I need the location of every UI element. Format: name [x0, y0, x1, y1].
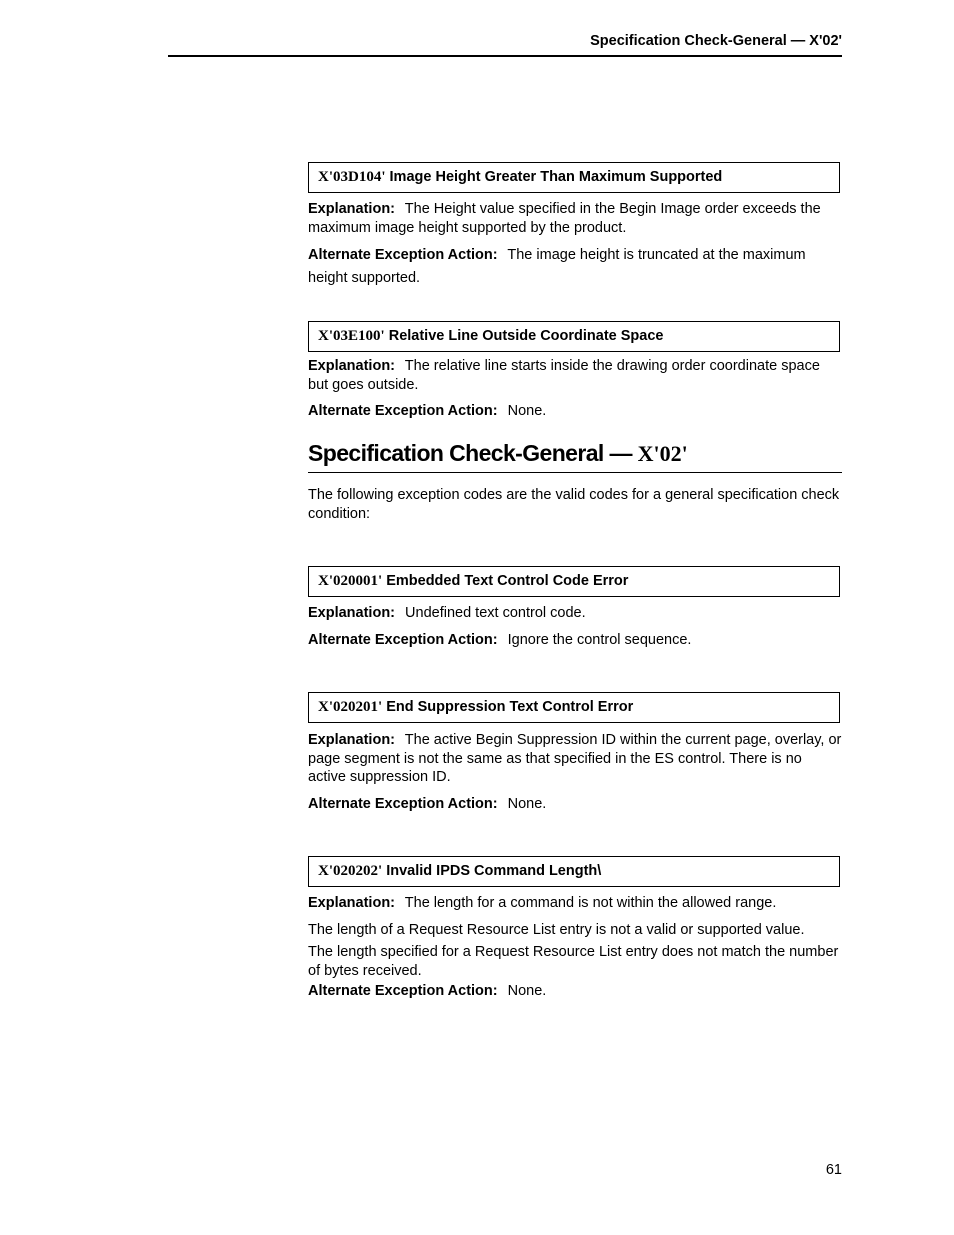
explanation-detail: The length specified for a Request Resource List entry does not match the number of bytes received. — [308, 944, 839, 979]
explanation-label: Explanation: — [308, 358, 396, 374]
explanation-text: The relative line starts inside the drawing order coordinate space but goes outside. — [308, 358, 820, 393]
exception-code: X'020201' — [318, 699, 383, 715]
exception-code: X'020001' — [318, 573, 383, 589]
explanation-label: Explanation: — [308, 605, 396, 621]
exception-title: Embedded Text Control Code Error — [386, 573, 629, 589]
explanation-paragraph — [308, 731, 842, 787]
explanation-label: Explanation: — [308, 201, 396, 217]
action-paragraph — [308, 982, 842, 1001]
explanation-text: The length for a command is not within the allowed range. — [404, 895, 777, 911]
explanation-text: The active Begin Suppression ID within the current page, overlay, or page segment is not the same as that specified in the ES control. There is no active suppression ID. — [308, 732, 842, 785]
action-label: Alternate Exception Action: — [308, 983, 498, 999]
section-heading — [308, 440, 842, 473]
action-label: Alternate Exception Action: — [308, 796, 498, 812]
exception-code-box — [308, 692, 840, 723]
explanation-detail: The length of a Request Resource List entry is not a valid or supported value. — [308, 922, 805, 938]
action-label: Alternate Exception Action: — [308, 632, 498, 648]
exception-title: Image Height Greater Than Maximum Supported — [389, 169, 723, 185]
action-text: None. — [507, 796, 547, 812]
section-heading-text: Specification Check-General — — [308, 440, 632, 466]
explanation-paragraph — [308, 894, 842, 913]
explanation-label: Explanation: — [308, 895, 396, 911]
exception-code-box — [308, 566, 840, 597]
exception-title: Invalid IPDS Command Length\ — [386, 863, 602, 879]
exception-code: X'020202' — [318, 863, 383, 879]
page-number: 61 — [825, 1162, 842, 1178]
running-header: Specification Check-General — X'02' — [168, 33, 842, 57]
explanation-paragraph — [308, 604, 842, 623]
action-label: Alternate Exception Action: — [308, 403, 498, 419]
explanation-label: Explanation: — [308, 732, 396, 748]
action-label: Alternate Exception Action: — [308, 247, 498, 263]
action-paragraph — [308, 631, 842, 650]
exception-code-box — [308, 321, 840, 352]
explanation-paragraph — [308, 200, 842, 237]
exception-title: End Suppression Text Control Error — [386, 699, 634, 715]
exception-code: X'03D104' — [318, 169, 386, 185]
action-paragraph — [308, 402, 842, 421]
explanation-paragraph — [308, 357, 842, 394]
action-paragraph — [308, 244, 844, 290]
section-intro: The following exception codes are the valid codes for a general specification check condition: — [308, 487, 840, 522]
explanation-text: The Height value specified in the Begin Image order exceeds the maximum image height supported by the product. — [308, 201, 821, 236]
exception-code: X'03E100' — [318, 328, 385, 344]
action-text: Ignore the control sequence. — [507, 632, 692, 648]
action-text: The image height is truncated at the maximum height supported. — [308, 247, 806, 286]
exception-code-box — [308, 162, 840, 193]
exception-title: Relative Line Outside Coordinate Space — [388, 328, 664, 344]
action-paragraph — [308, 795, 842, 814]
explanation-text: Undefined text control code. — [405, 605, 586, 621]
section-heading-code: X'02' — [637, 441, 688, 466]
exception-code-box — [308, 856, 840, 887]
action-text: None. — [507, 403, 547, 419]
action-text: None. — [507, 983, 547, 999]
